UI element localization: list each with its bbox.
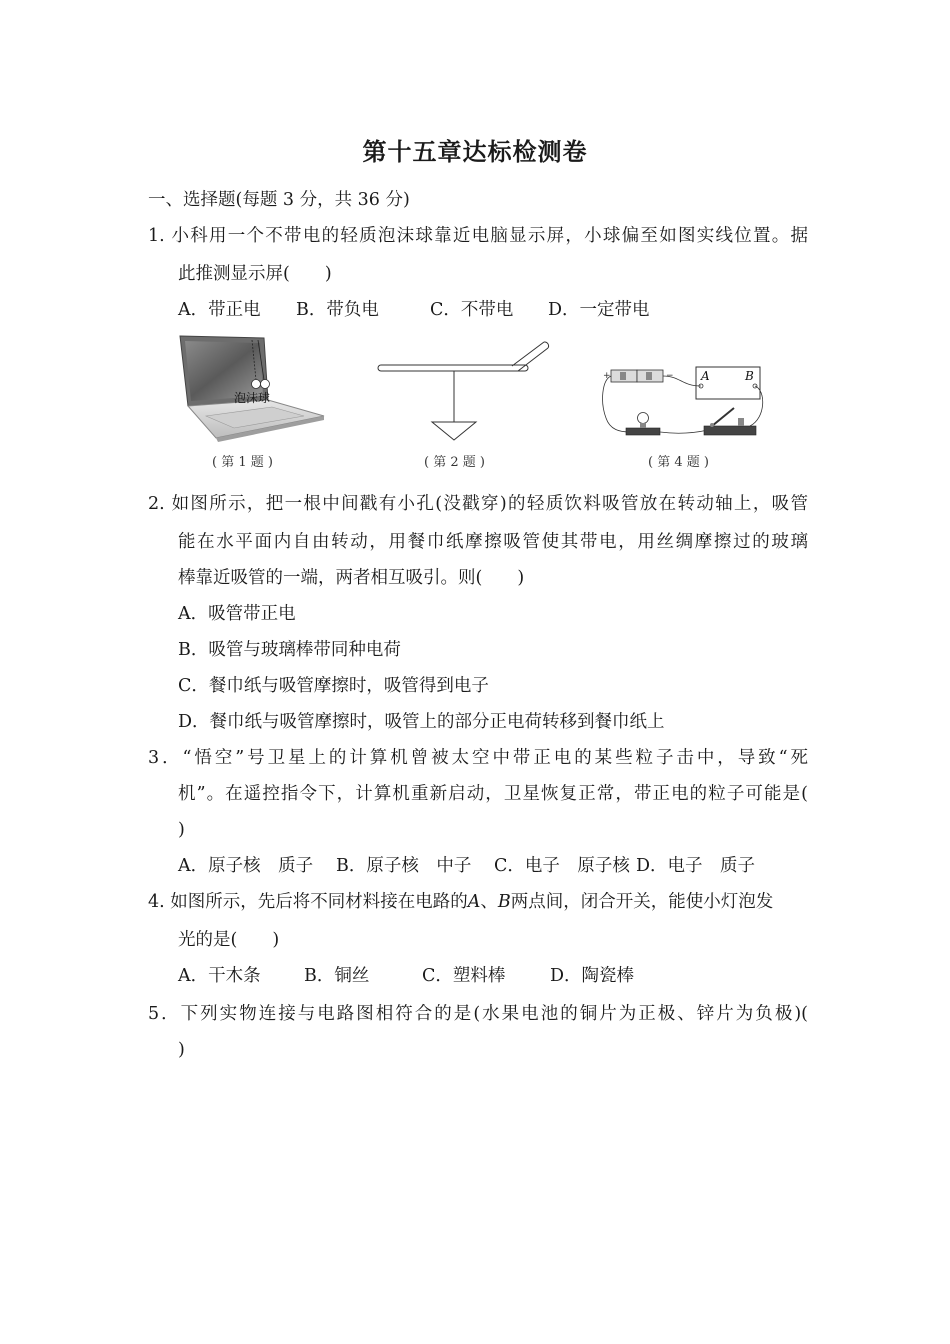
q4-point-separator: 、: [480, 892, 498, 912]
section-heading: 一、选择题(每题 3 分，共 36 分): [148, 190, 410, 210]
lamp-base: [626, 428, 660, 435]
switch-base: [704, 426, 756, 435]
figure-2-caption: ( 第 2 题 ): [424, 455, 485, 470]
foam-ball: [261, 380, 270, 389]
q2-option-a: A．吸管带正电: [178, 604, 296, 624]
q1-option-d: D．一定带电: [548, 300, 650, 320]
figure-1-laptop: [176, 334, 326, 444]
q4-point-a: A: [467, 892, 481, 912]
figure-2-straw: [372, 336, 552, 446]
q1-options: [178, 298, 650, 322]
q3-option-d: D．电子 质子: [636, 856, 756, 876]
q4-line1-end: 两点间，闭合开关，能使小灯泡发: [510, 892, 774, 912]
q4-option-a: A．干木条: [178, 966, 261, 986]
q3-options: [178, 854, 755, 878]
foam-ball-dashed: [252, 380, 261, 389]
bulb: [638, 413, 649, 424]
q4-option-c: C．塑料棒: [422, 966, 506, 986]
svg-text:−: −: [666, 371, 674, 381]
q3-line2: 机”。在遥控指令下，计算机重新启动，卫星恢复正常，带正电的粒子可能是(: [178, 784, 808, 804]
q3-option-c: C．电子 原子核: [494, 856, 630, 876]
q1-line1: 1. 小科用一个不带电的轻质泡沫球靠近电脑显示屏，小球偏至如图实线位置。据: [148, 226, 808, 246]
q1-option-b: B．带负电: [296, 300, 379, 320]
terminal-a-label: A: [701, 369, 710, 383]
foam-ball-label: 泡沫球: [234, 391, 271, 405]
q5-line1: 5．下列实物连接与电路图相符合的是(水果电池的铜片为正极、锌片为负极)(: [148, 1004, 808, 1024]
q3-line1: 3．“悟空”号卫星上的计算机曾被太空中带正电的某些粒子击中，导致“死: [148, 748, 808, 768]
svg-text:+: +: [603, 371, 611, 381]
q1-option-a: A．带正电: [178, 300, 261, 320]
q4-option-b: B．铜丝: [304, 966, 370, 986]
figure-4-caption: ( 第 4 题 ): [648, 455, 709, 470]
q4-line1-start: 4. 如图所示，先后将不同材料接在电路的: [148, 892, 468, 912]
q3-option-b: B．原子核 中子: [336, 856, 472, 876]
q2-line3: 棒靠近吸管的一端，两者相互吸引。则( ): [178, 568, 525, 588]
q2-option-d: D．餐巾纸与吸管摩擦时，吸管上的部分正电荷转移到餐巾纸上: [178, 712, 665, 732]
q2-option-c: C．餐巾纸与吸管摩擦时，吸管得到电子: [178, 676, 489, 696]
q4-line1: [148, 890, 808, 914]
page-title: 第十五章达标检测卷: [362, 138, 588, 166]
q4-point-b: B: [497, 892, 511, 912]
q2-line2: 能在水平面内自由转动，用餐巾纸摩擦吸管使其带电，用丝绸摩擦过的玻璃: [178, 532, 808, 552]
q1-option-c: C．不带电: [430, 300, 514, 320]
q3-line3: ): [178, 820, 185, 840]
q3-option-a: A．原子核 质子: [178, 856, 314, 876]
figure-4-circuit: [600, 362, 770, 442]
q4-line2: 光的是( ): [178, 930, 280, 950]
q1-line2: 此推测显示屏( ): [178, 264, 332, 284]
figure-1-caption: ( 第 1 题 ): [212, 455, 273, 470]
q2-line1: 2. 如图所示，把一根中间戳有小孔(没戳穿)的轻质饮料吸管放在转动轴上，吸管: [148, 494, 808, 514]
q2-option-b: B．吸管与玻璃棒带同种电荷: [178, 640, 401, 660]
q5-line2: ): [178, 1040, 185, 1060]
q4-option-d: D．陶瓷棒: [550, 966, 635, 986]
q4-options: [178, 964, 634, 988]
terminal-b-label: B: [745, 369, 754, 383]
